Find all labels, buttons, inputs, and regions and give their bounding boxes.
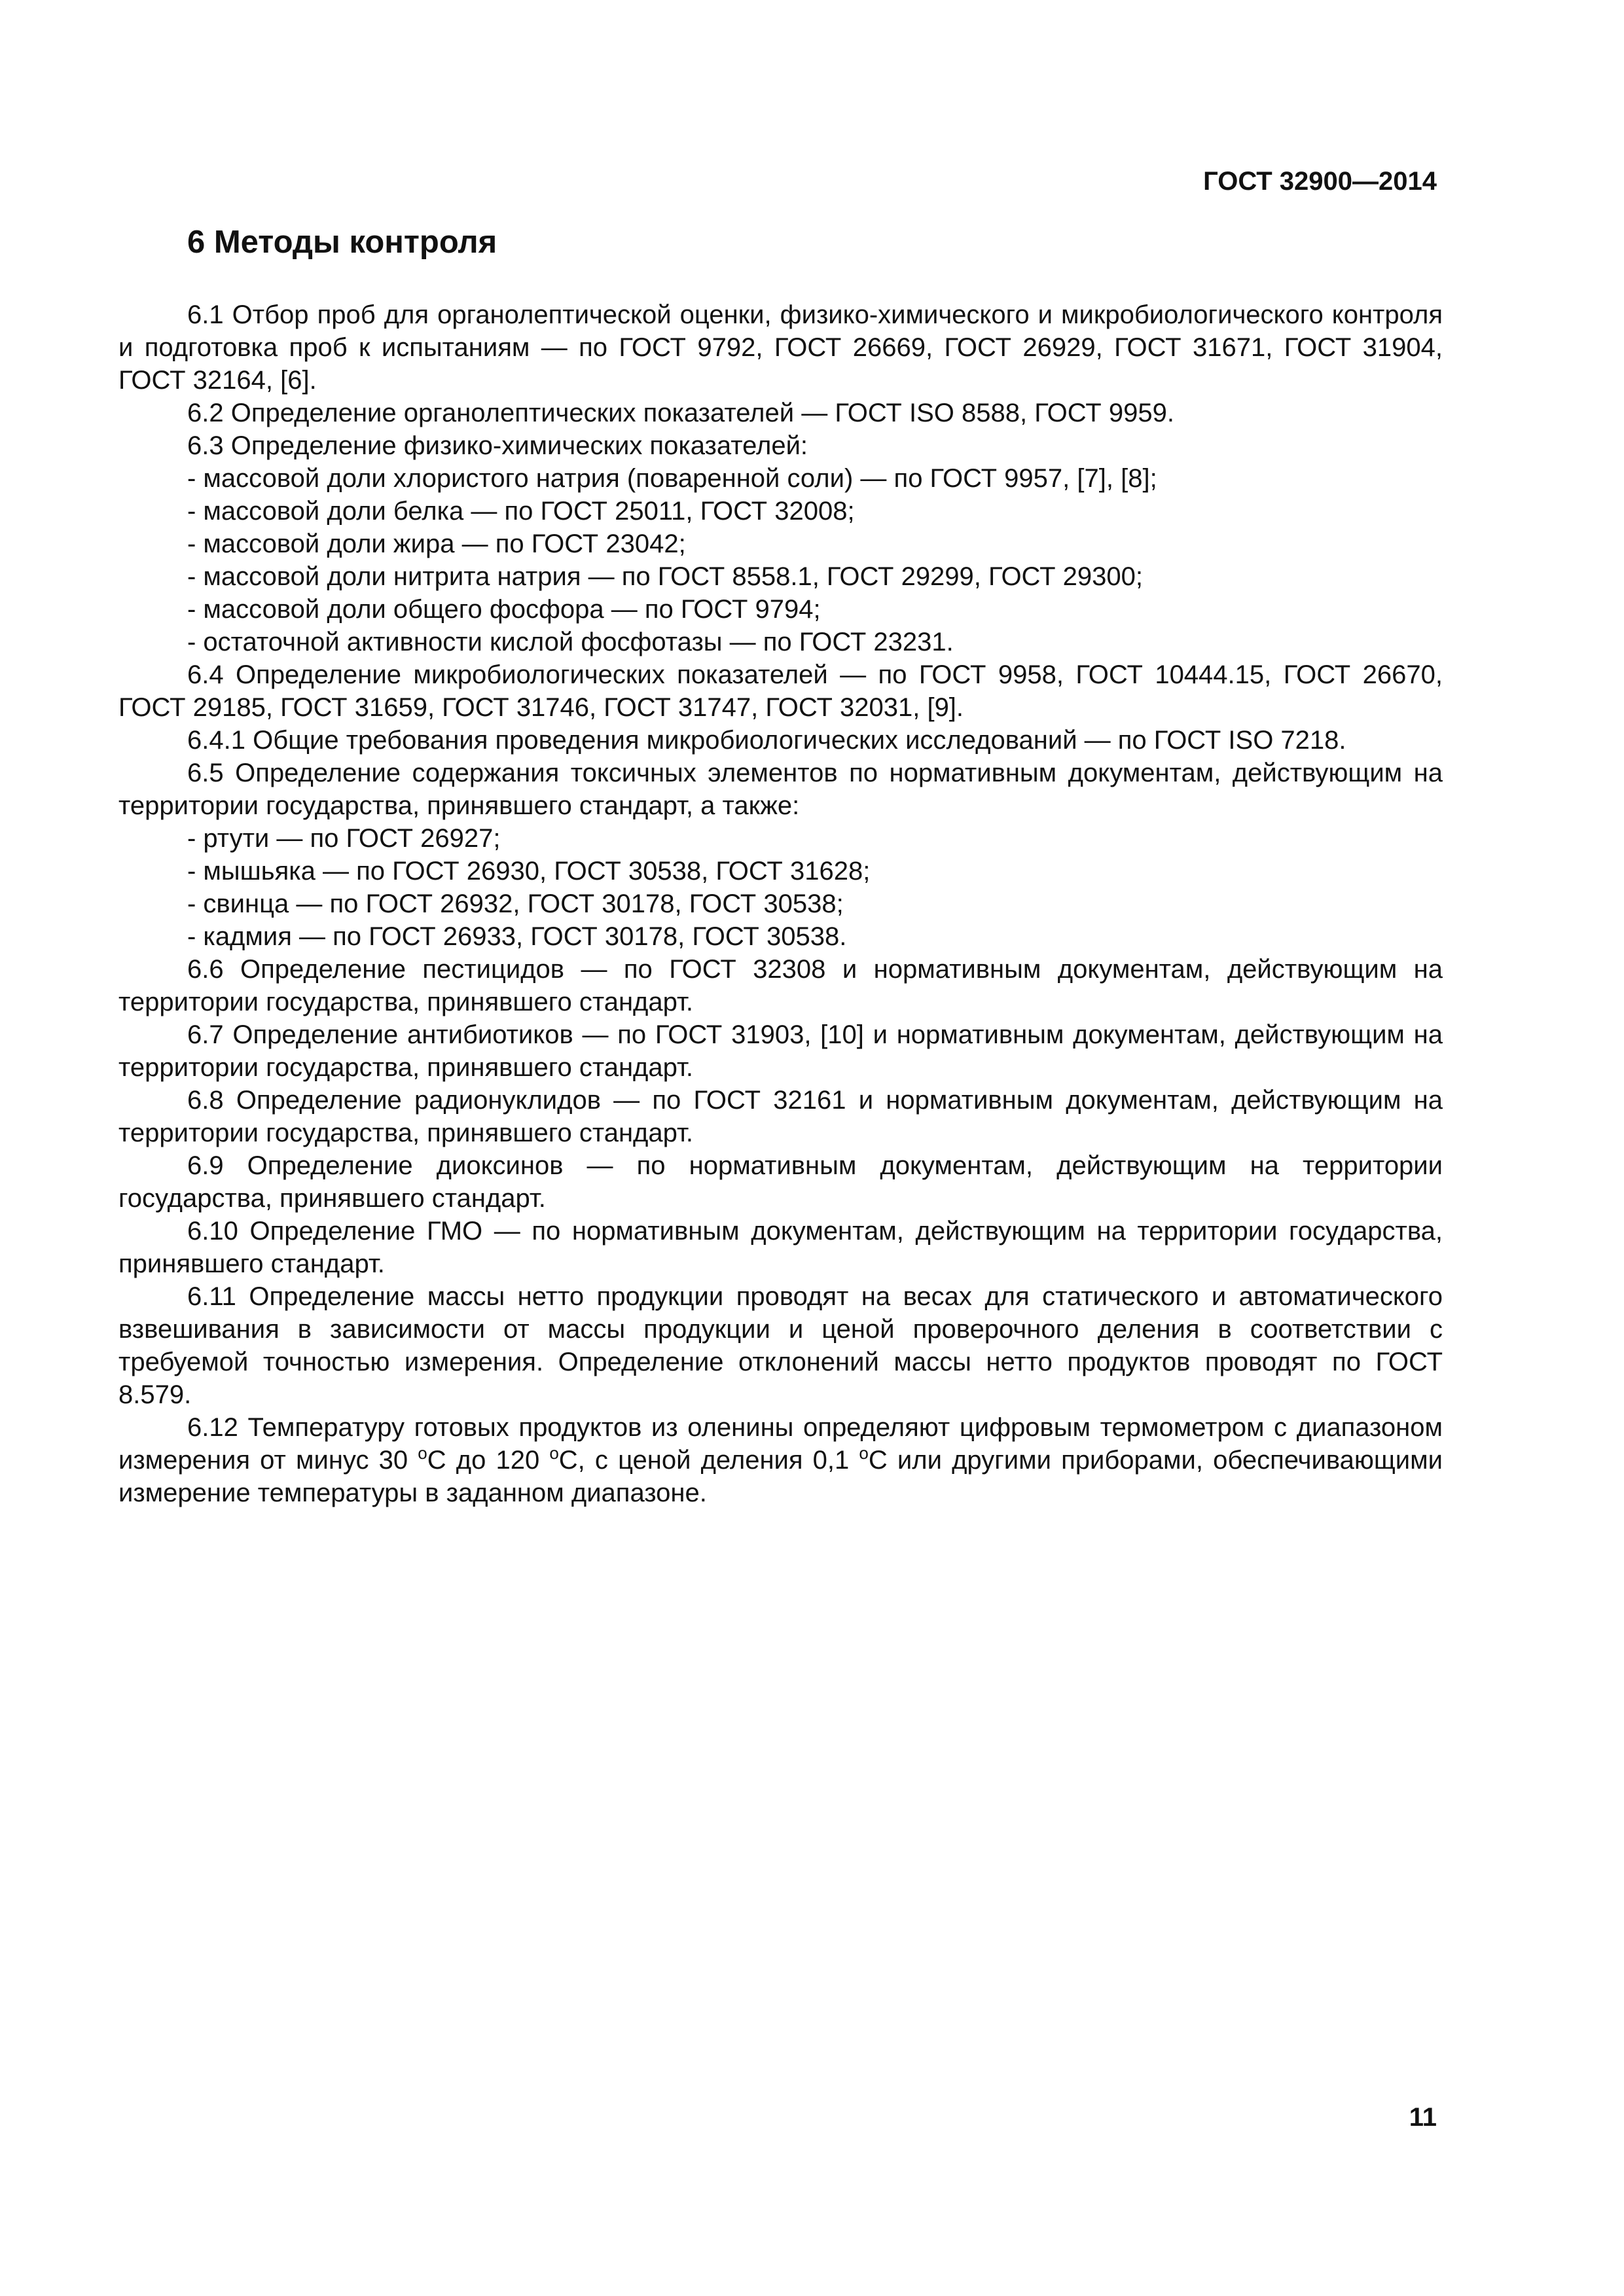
paragraph-6-1: 6.1 Отбор проб для органолептической оценки, физико-химического и микробиологического контроля и подготовка проб к испытаниям — по ГОСТ 9792, ГОСТ 26669, ГОСТ 26929, ГОСТ 31671, ГОСТ 31904, ГОСТ 32164, [6]. xyxy=(118,300,1443,395)
list-item: - кадмия — по ГОСТ 26933, ГОСТ 30178, ГОСТ 30538. xyxy=(187,922,847,951)
paragraph-6-3: 6.3 Определение физико-химических показателей: xyxy=(187,431,808,460)
paragraph-6-4-1: 6.4.1 Общие требования проведения микробиологических исследований — по ГОСТ ISO 7218. xyxy=(187,726,1346,755)
paragraph-6-4: 6.4 Определение микробиологических показателей — по ГОСТ 9958, ГОСТ 10444.15, ГОСТ 26670, ГОСТ 29185, ГОСТ 31659, ГОСТ 31746, ГОСТ 31747, ГОСТ 32031, [9]. xyxy=(118,660,1443,722)
paragraph-6-6: 6.6 Определение пестицидов — по ГОСТ 32308 и нормативным документам, действующим на территории государства, принявшего стандарт. xyxy=(118,955,1443,1016)
paragraph-6-9: 6.9 Определение диоксинов — по нормативным документам, действующим на территории государства, принявшего стандарт. xyxy=(118,1151,1443,1213)
paragraph-6-10: 6.10 Определение ГМО — по нормативным документам, действующим на территории государства, принявшего стандарт. xyxy=(118,1217,1443,1278)
list-item: - ртути — по ГОСТ 26927; xyxy=(187,824,501,853)
paragraph-6-2: 6.2 Определение органолептических показателей — ГОСТ ISO 8588, ГОСТ 9959. xyxy=(187,399,1174,427)
page-number: 11 xyxy=(1409,2103,1437,2132)
list-item: - массовой доли общего фосфора — по ГОСТ 9794; xyxy=(187,595,821,624)
document-code: ГОСТ 32900—2014 xyxy=(1203,167,1437,196)
degree-mark: о xyxy=(859,1443,869,1463)
list-item: - массовой доли нитрита натрия — по ГОСТ 8558.1, ГОСТ 29299, ГОСТ 29300; xyxy=(187,562,1143,591)
degree-mark: о xyxy=(418,1443,427,1463)
section-body xyxy=(118,298,1443,1509)
list-item: - массовой доли белка — по ГОСТ 25011, ГОСТ 32008; xyxy=(187,497,855,526)
list-item: - мышьяка — по ГОСТ 26930, ГОСТ 30538, ГОСТ 31628; xyxy=(187,857,871,886)
list-item: - свинца — по ГОСТ 26932, ГОСТ 30178, ГОСТ 30538; xyxy=(187,889,844,918)
paragraph-6-11: 6.11 Определение массы нетто продукции проводят на весах для статического и автоматического взвешивания в зависимости от массы продукции и ценой проверочного деления в соответствии с требуемой точностью измерения. Определение отклонений массы нетто продуктов проводят по ГОСТ 8.579. xyxy=(118,1282,1443,1409)
paragraph-6-8: 6.8 Определение радионуклидов — по ГОСТ 32161 и нормативным документам, действующим на территории государства, принявшего стандарт. xyxy=(118,1086,1443,1147)
paragraph-text: С или другими приборами, обеспечивающими измерение температуры в заданном диапазоне. xyxy=(118,1446,1443,1507)
list-item: - остаточной активности кислой фосфотазы — по ГОСТ 23231. xyxy=(187,628,954,656)
list-item: - массовой доли хлористого натрия (поваренной соли) — по ГОСТ 9957, [7], [8]; xyxy=(187,464,1157,493)
paragraph-text: 6.12 Температуру готовых продуктов из оленины определяют цифровым термометром с диапазоном измерения от минус 30 xyxy=(118,1413,1443,1475)
list-item: - массовой доли жира — по ГОСТ 23042; xyxy=(187,529,686,558)
paragraph-text: С до 120 xyxy=(427,1446,550,1475)
section-title: 6 Методы контроля xyxy=(187,224,497,260)
paragraph-text: С, с ценой деления 0,1 xyxy=(558,1446,859,1475)
paragraph-6-12 xyxy=(118,1411,1443,1509)
degree-mark: о xyxy=(549,1443,559,1463)
paragraph-6-7: 6.7 Определение антибиотиков — по ГОСТ 31903, [10] и нормативным документам, действующим на территории государства, принявшего стандарт. xyxy=(118,1020,1443,1082)
paragraph-6-5: 6.5 Определение содержания токсичных элементов по нормативным документам, действующим на территории государства, принявшего стандарт, а также: xyxy=(118,759,1443,820)
